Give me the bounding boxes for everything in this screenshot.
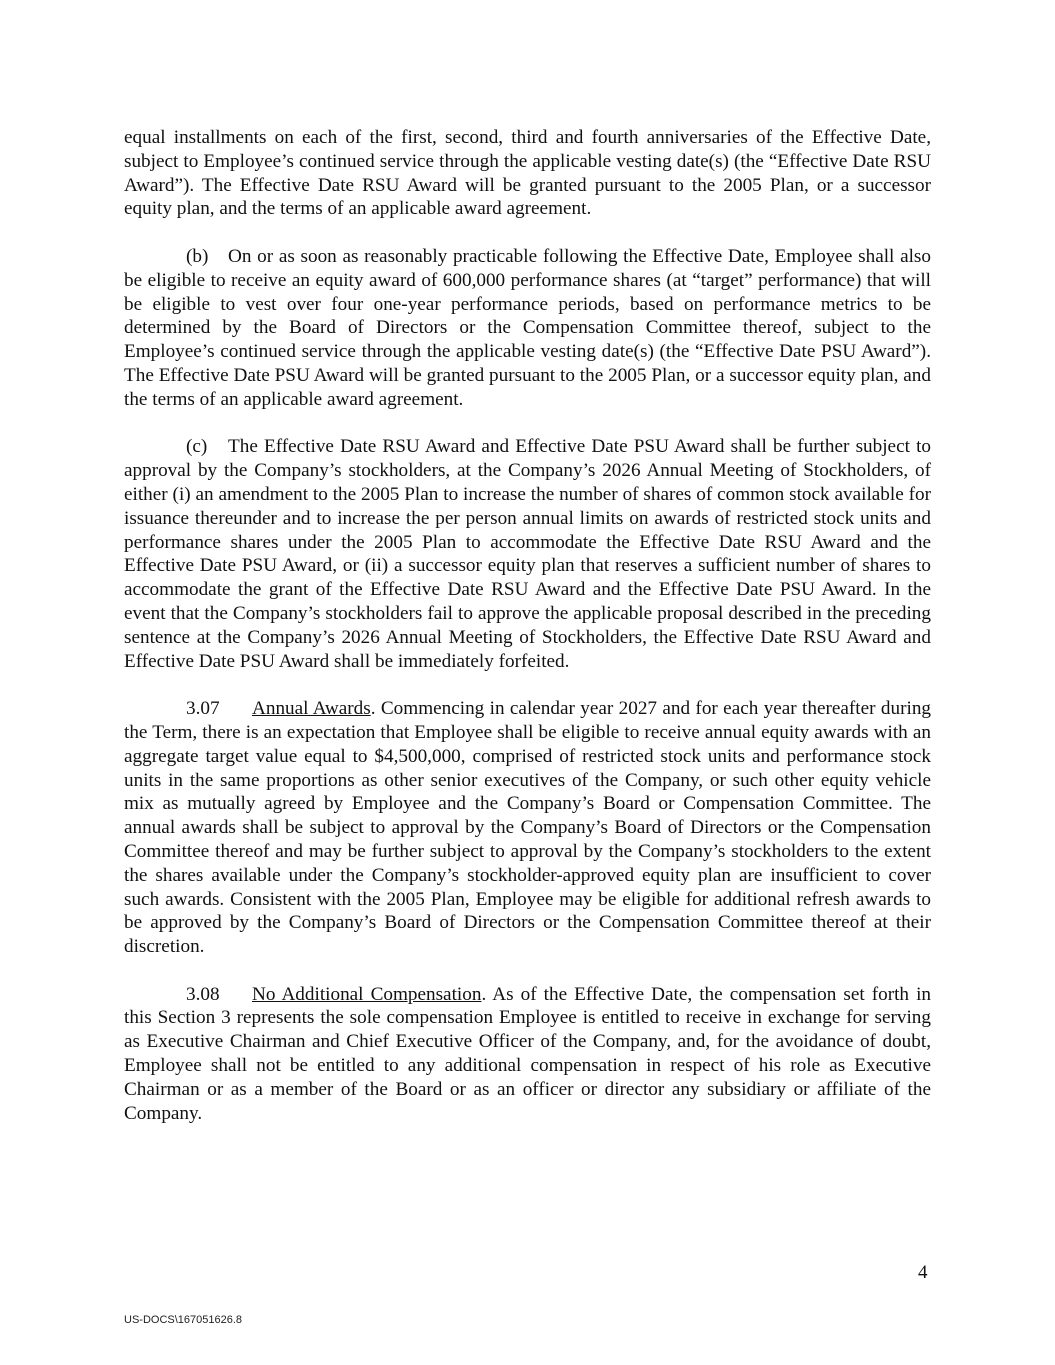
section-3-08-number: 3.08 (186, 983, 220, 1005)
document-body (124, 126, 931, 1149)
section-3-08 (124, 983, 931, 1126)
paragraph-continuation: equal installments on each of the first, second, third and fourth anniversaries of the Effective Date, subject to Employee’s continued service through the applicable vesting date(s) (the “Effective Date RSU Award”). The Effective Date RSU Award will be granted pursuant to the 2005 Plan, or a successor equity plan, and the terms of an applicable award agreement. (124, 127, 931, 220)
paragraph-c (124, 435, 931, 673)
paragraph-b-marker: (b) (186, 245, 209, 267)
section-3-08-heading: No Additional Compensation (252, 983, 482, 1005)
page-number: 4 (918, 1262, 928, 1283)
document-id: US-DOCS\167051626.8 (124, 1314, 243, 1326)
paragraph-c-text: The Effective Date RSU Award and Effective Date PSU Award shall be further subject to approval by the Company’s stockholders, at the Company’s 2026 Annual Meeting of Stockholders, of either (i) an amendment to the 2005 Plan to increase the number of shares of common stock available for issuance thereunder and to increase the per person annual limits on awards of restricted stock units and performance shares under the 2005 Plan to accommodate the Effective Date RSU Award and the Effective Date PSU Award, or (ii) a successor equity plan that reserves a sufficient number of shares to accommodate the grant of the Effective Date RSU Award and the Effective Date PSU Award. In the event that the Company’s stockholders fail to approve the applicable proposal described in the preceding sentence at the Company’s 2026 Annual Meeting of Stockholders, the Effective Date RSU Award and Effective Date PSU Award shall be immediately forfeited. (124, 436, 931, 672)
section-3-07-number: 3.07 (186, 698, 220, 720)
section-3-07-text: . Commencing in calendar year 2027 and for each year thereafter during the Term, there is an expectation that Employee shall be eligible to receive annual equity awards with an aggregate target value equal to $4,500,000, comprised of restricted stock units and performance stock units in the same proportions as other senior executives of the Company, or such other equity vehicle mix as mutually agreed by Employee and the Company’s Board or Compensation Committee. The annual awards shall be subject to approval by the Company’s Board of Directors or the Compensation Committee thereof and may be further subject to approval by the Company’s stockholders to the extent the shares available under the Company’s stockholder-approved equity plan are insufficient to cover such awards. Consistent with the 2005 Plan, Employee may be eligible for additional refresh awards to be approved by the Company’s Board of Directors or the Compensation Committee thereof at their discretion. (124, 698, 932, 958)
paragraph-b-text: On or as soon as reasonably practicable following the Effective Date, Employee shall also be eligible to receive an equity award of 600,000 performance shares (at “target” performance) that will be eligible to vest over four one-year performance periods, based on performance metrics to be determined by the Board of Directors or the Compensation Committee thereof, subject to the Employee’s continued service through the applicable vesting date(s) (the “Effective Date PSU Award”). The Effective Date PSU Award will be granted pursuant to the 2005 Plan, or a successor equity plan, and the terms of an applicable award agreement. (124, 245, 931, 410)
paragraph-c-marker: (c) (186, 436, 208, 458)
paragraph-b (124, 245, 931, 412)
section-3-07 (124, 697, 931, 959)
section-3-08-text: . As of the Effective Date, the compensation set forth in this Section 3 represents the sole compensation Employee is entitled to receive in exchange for serving as Executive Chairman and Chief Executive Officer of the Company, and, for the avoidance of doubt, Employee shall not be entitled to any additional compensation in respect of his role as Executive Chairman or as a member of the Board or as an officer or director any subsidiary or affiliate of the Company. (124, 983, 931, 1124)
section-3-07-heading: Annual Awards (252, 698, 371, 720)
